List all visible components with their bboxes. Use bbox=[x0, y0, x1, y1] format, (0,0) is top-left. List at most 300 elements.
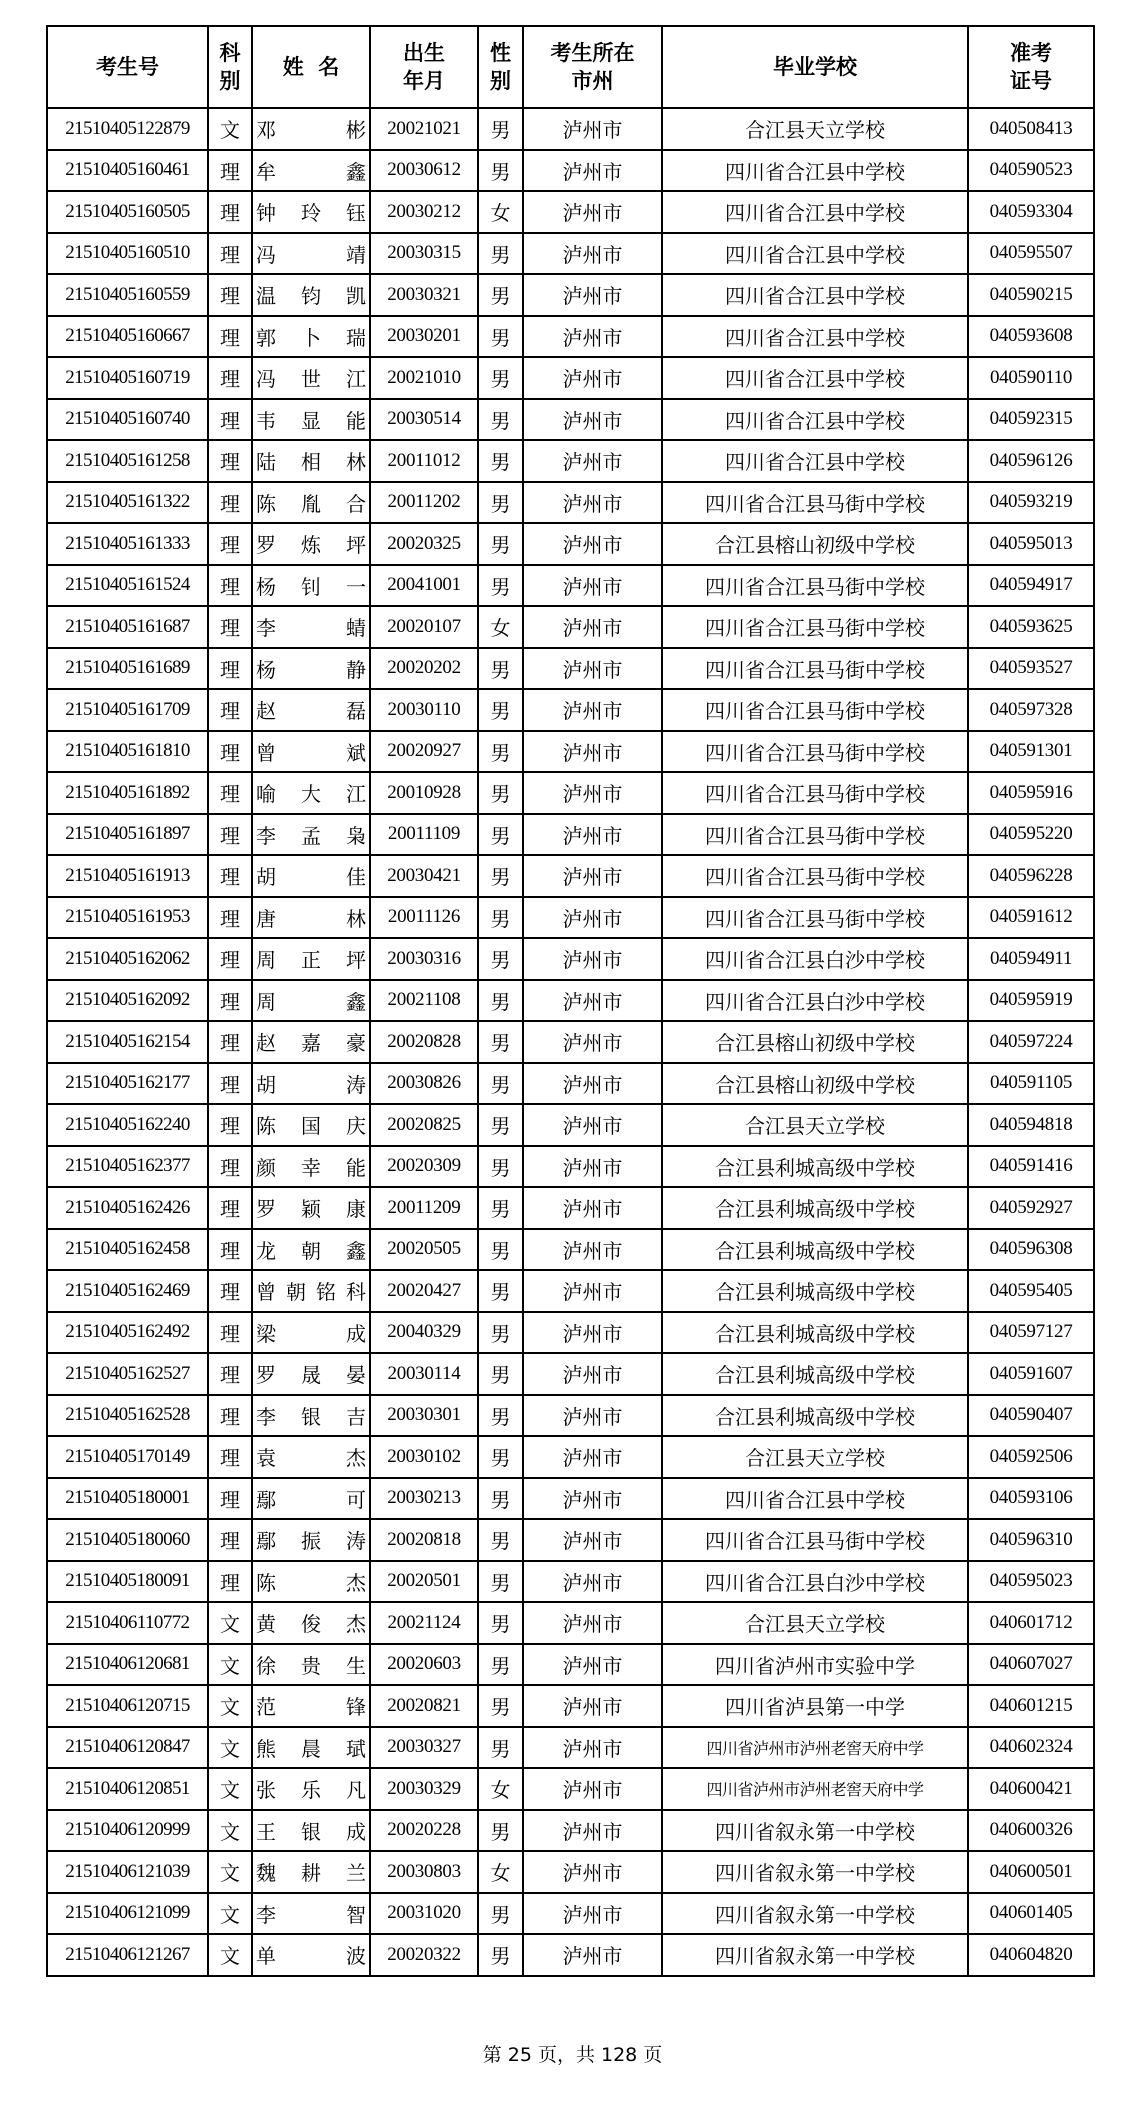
gender-cell: 男 bbox=[478, 274, 523, 316]
name-cell bbox=[252, 606, 370, 648]
name-text: 李蜻 bbox=[256, 618, 366, 641]
name-text: 牟鑫 bbox=[256, 161, 366, 184]
table-row bbox=[47, 108, 1094, 150]
ticket-cell: 040593608 bbox=[968, 316, 1094, 358]
admission-list-table bbox=[46, 25, 1095, 1977]
city-cell: 泸州市 bbox=[523, 1934, 662, 1976]
school-cell: 四川省合江县中学校 bbox=[662, 399, 968, 441]
ticket-cell: 040596228 bbox=[968, 855, 1094, 897]
table-row bbox=[47, 1934, 1094, 1976]
subject-cell: 理 bbox=[208, 565, 252, 607]
city-cell: 泸州市 bbox=[523, 897, 662, 939]
table-row bbox=[47, 606, 1094, 648]
subject-cell: 理 bbox=[208, 855, 252, 897]
birth-cell: 20020501 bbox=[370, 1561, 478, 1603]
name-text: 胡佳 bbox=[256, 867, 366, 890]
birth-cell: 20020825 bbox=[370, 1104, 478, 1146]
birth-cell: 20030213 bbox=[370, 1478, 478, 1520]
subject-cell: 文 bbox=[208, 1644, 252, 1686]
school-cell: 四川省叙永第一中学校 bbox=[662, 1934, 968, 1976]
birth-cell: 20030315 bbox=[370, 233, 478, 275]
exam-no-cell: 21510405160559 bbox=[47, 274, 208, 316]
name-text: 熊晨珷 bbox=[256, 1738, 366, 1761]
birth-cell: 20030321 bbox=[370, 274, 478, 316]
name-text: 徐贵生 bbox=[256, 1655, 366, 1678]
ticket-cell: 040600326 bbox=[968, 1810, 1094, 1852]
table-row bbox=[47, 938, 1094, 980]
table-row bbox=[47, 1146, 1094, 1188]
school-cell: 四川省合江县中学校 bbox=[662, 191, 968, 233]
name-cell bbox=[252, 108, 370, 150]
subject-cell: 理 bbox=[208, 1021, 252, 1063]
city-cell: 泸州市 bbox=[523, 1519, 662, 1561]
birth-cell: 20030327 bbox=[370, 1727, 478, 1769]
name-text: 杨钊一 bbox=[256, 576, 366, 599]
subject-cell: 文 bbox=[208, 1934, 252, 1976]
exam-no-cell: 21510405162062 bbox=[47, 938, 208, 980]
gender-cell: 男 bbox=[478, 689, 523, 731]
exam-no-cell: 21510405162426 bbox=[47, 1187, 208, 1229]
name-text: 郭卜瑞 bbox=[256, 327, 366, 350]
birth-cell: 20021021 bbox=[370, 108, 478, 150]
header-birth: 出生年月 bbox=[370, 26, 478, 108]
birth-cell: 20020603 bbox=[370, 1644, 478, 1686]
ticket-cell: 040596310 bbox=[968, 1519, 1094, 1561]
birth-cell: 20020505 bbox=[370, 1229, 478, 1271]
gender-cell: 男 bbox=[478, 1229, 523, 1271]
city-cell: 泸州市 bbox=[523, 274, 662, 316]
school-cell: 四川省合江县马街中学校 bbox=[662, 731, 968, 773]
ticket-cell: 040596126 bbox=[968, 440, 1094, 482]
school-cell: 合江县天立学校 bbox=[662, 1104, 968, 1146]
city-cell: 泸州市 bbox=[523, 1561, 662, 1603]
header-name: 姓 名 bbox=[252, 26, 370, 108]
name-text: 赵嘉豪 bbox=[256, 1033, 366, 1056]
birth-cell: 20011012 bbox=[370, 440, 478, 482]
subject-cell: 理 bbox=[208, 191, 252, 233]
subject-cell: 文 bbox=[208, 1685, 252, 1727]
name-text: 罗晟晏 bbox=[256, 1365, 366, 1388]
exam-no-cell: 21510406120715 bbox=[47, 1685, 208, 1727]
table-row bbox=[47, 648, 1094, 690]
gender-cell: 男 bbox=[478, 1187, 523, 1229]
name-cell bbox=[252, 523, 370, 565]
birth-cell: 20020828 bbox=[370, 1021, 478, 1063]
table-row bbox=[47, 1561, 1094, 1603]
gender-cell: 男 bbox=[478, 1270, 523, 1312]
city-cell: 泸州市 bbox=[523, 1436, 662, 1478]
name-cell bbox=[252, 1187, 370, 1229]
name-text: 范锋 bbox=[256, 1697, 366, 1720]
birth-cell: 20030110 bbox=[370, 689, 478, 731]
exam-no-cell: 21510405161892 bbox=[47, 772, 208, 814]
gender-cell: 男 bbox=[478, 855, 523, 897]
city-cell: 泸州市 bbox=[523, 1104, 662, 1146]
table-row bbox=[47, 689, 1094, 731]
subject-cell: 理 bbox=[208, 731, 252, 773]
exam-no-cell: 21510405162092 bbox=[47, 980, 208, 1022]
birth-cell: 20020821 bbox=[370, 1685, 478, 1727]
city-cell: 泸州市 bbox=[523, 731, 662, 773]
exam-no-cell: 21510406120999 bbox=[47, 1810, 208, 1852]
school-cell: 合江县利城高级中学校 bbox=[662, 1395, 968, 1437]
birth-cell: 20011202 bbox=[370, 482, 478, 524]
birth-cell: 20030212 bbox=[370, 191, 478, 233]
name-cell bbox=[252, 1768, 370, 1810]
city-cell: 泸州市 bbox=[523, 1478, 662, 1520]
gender-cell: 男 bbox=[478, 938, 523, 980]
table-row bbox=[47, 565, 1094, 607]
city-cell: 泸州市 bbox=[523, 1187, 662, 1229]
subject-cell: 理 bbox=[208, 1312, 252, 1354]
exam-no-cell: 21510406121267 bbox=[47, 1934, 208, 1976]
gender-cell: 男 bbox=[478, 980, 523, 1022]
gender-cell: 男 bbox=[478, 648, 523, 690]
subject-cell: 文 bbox=[208, 1768, 252, 1810]
ticket-cell: 040595916 bbox=[968, 772, 1094, 814]
subject-cell: 理 bbox=[208, 440, 252, 482]
subject-cell: 理 bbox=[208, 1436, 252, 1478]
table-row bbox=[47, 357, 1094, 399]
subject-cell: 理 bbox=[208, 1561, 252, 1603]
table-row bbox=[47, 1395, 1094, 1437]
name-cell bbox=[252, 233, 370, 275]
birth-cell: 20020322 bbox=[370, 1934, 478, 1976]
gender-cell: 男 bbox=[478, 482, 523, 524]
table-row bbox=[47, 1063, 1094, 1105]
name-text: 张乐凡 bbox=[256, 1780, 366, 1803]
table-row bbox=[47, 1312, 1094, 1354]
gender-cell: 男 bbox=[478, 1478, 523, 1520]
birth-cell: 20011126 bbox=[370, 897, 478, 939]
ticket-cell: 040591301 bbox=[968, 731, 1094, 773]
school-cell: 四川省泸县第一中学 bbox=[662, 1685, 968, 1727]
gender-cell: 男 bbox=[478, 1063, 523, 1105]
table-row bbox=[47, 233, 1094, 275]
ticket-cell: 040594818 bbox=[968, 1104, 1094, 1146]
city-cell: 泸州市 bbox=[523, 523, 662, 565]
subject-cell: 理 bbox=[208, 150, 252, 192]
ticket-cell: 040593527 bbox=[968, 648, 1094, 690]
table-row bbox=[47, 1021, 1094, 1063]
table-row bbox=[47, 274, 1094, 316]
gender-cell: 男 bbox=[478, 523, 523, 565]
ticket-cell: 040597127 bbox=[968, 1312, 1094, 1354]
city-cell: 泸州市 bbox=[523, 150, 662, 192]
birth-cell: 20031020 bbox=[370, 1893, 478, 1935]
name-text: 龙朝鑫 bbox=[256, 1240, 366, 1263]
birth-cell: 20020309 bbox=[370, 1146, 478, 1188]
name-text: 陈国庆 bbox=[256, 1116, 366, 1139]
gender-cell: 男 bbox=[478, 1353, 523, 1395]
table-row bbox=[47, 316, 1094, 358]
table-row bbox=[47, 150, 1094, 192]
ticket-cell: 040592315 bbox=[968, 399, 1094, 441]
table-row bbox=[47, 1810, 1094, 1852]
name-cell bbox=[252, 1810, 370, 1852]
birth-cell: 20021124 bbox=[370, 1602, 478, 1644]
exam-no-cell: 21510405180001 bbox=[47, 1478, 208, 1520]
table-row bbox=[47, 897, 1094, 939]
name-text: 李银吉 bbox=[256, 1406, 366, 1429]
exam-no-cell: 21510406120681 bbox=[47, 1644, 208, 1686]
school-cell: 合江县榕山初级中学校 bbox=[662, 1021, 968, 1063]
birth-cell: 20030803 bbox=[370, 1851, 478, 1893]
gender-cell: 男 bbox=[478, 565, 523, 607]
name-cell bbox=[252, 855, 370, 897]
table-row bbox=[47, 399, 1094, 441]
name-cell bbox=[252, 980, 370, 1022]
exam-no-cell: 21510405162154 bbox=[47, 1021, 208, 1063]
birth-cell: 20021108 bbox=[370, 980, 478, 1022]
ticket-cell: 040604820 bbox=[968, 1934, 1094, 1976]
subject-cell: 文 bbox=[208, 1602, 252, 1644]
name-cell bbox=[252, 1685, 370, 1727]
exam-no-cell: 21510405161709 bbox=[47, 689, 208, 731]
birth-cell: 20030201 bbox=[370, 316, 478, 358]
table-row bbox=[47, 1519, 1094, 1561]
ticket-cell: 040593625 bbox=[968, 606, 1094, 648]
school-cell: 四川省叙永第一中学校 bbox=[662, 1810, 968, 1852]
school-cell: 合江县榕山初级中学校 bbox=[662, 1063, 968, 1105]
school-cell: 合江县天立学校 bbox=[662, 1436, 968, 1478]
school-cell: 四川省合江县马街中学校 bbox=[662, 897, 968, 939]
city-cell: 泸州市 bbox=[523, 1312, 662, 1354]
name-text: 李孟枭 bbox=[256, 825, 366, 848]
exam-no-cell: 21510406110772 bbox=[47, 1602, 208, 1644]
school-cell: 四川省合江县马街中学校 bbox=[662, 689, 968, 731]
school-cell: 四川省合江县马街中学校 bbox=[662, 606, 968, 648]
ticket-cell: 040590523 bbox=[968, 150, 1094, 192]
city-cell: 泸州市 bbox=[523, 1810, 662, 1852]
subject-cell: 理 bbox=[208, 523, 252, 565]
subject-cell: 理 bbox=[208, 274, 252, 316]
exam-no-cell: 21510405160740 bbox=[47, 399, 208, 441]
birth-cell: 20030329 bbox=[370, 1768, 478, 1810]
school-cell: 四川省叙永第一中学校 bbox=[662, 1851, 968, 1893]
exam-no-cell: 21510405160505 bbox=[47, 191, 208, 233]
city-cell: 泸州市 bbox=[523, 1893, 662, 1935]
table-row bbox=[47, 1436, 1094, 1478]
school-cell: 合江县利城高级中学校 bbox=[662, 1229, 968, 1271]
exam-no-cell: 21510405161913 bbox=[47, 855, 208, 897]
ticket-cell: 040594917 bbox=[968, 565, 1094, 607]
header-exam-no: 考生号 bbox=[47, 26, 208, 108]
exam-no-cell: 21510405160719 bbox=[47, 357, 208, 399]
city-cell: 泸州市 bbox=[523, 980, 662, 1022]
subject-cell: 理 bbox=[208, 1519, 252, 1561]
name-cell bbox=[252, 814, 370, 856]
subject-cell: 文 bbox=[208, 1810, 252, 1852]
name-text: 袁杰 bbox=[256, 1448, 366, 1471]
subject-cell: 理 bbox=[208, 897, 252, 939]
gender-cell: 女 bbox=[478, 1851, 523, 1893]
city-cell: 泸州市 bbox=[523, 399, 662, 441]
subject-cell: 理 bbox=[208, 399, 252, 441]
ticket-cell: 040592506 bbox=[968, 1436, 1094, 1478]
subject-cell: 理 bbox=[208, 1187, 252, 1229]
table-row bbox=[47, 1893, 1094, 1935]
birth-cell: 20011109 bbox=[370, 814, 478, 856]
name-text: 唐林 bbox=[256, 908, 366, 931]
subject-cell: 理 bbox=[208, 772, 252, 814]
school-cell: 合江县利城高级中学校 bbox=[662, 1146, 968, 1188]
table-row bbox=[47, 1187, 1094, 1229]
school-cell: 合江县利城高级中学校 bbox=[662, 1187, 968, 1229]
gender-cell: 男 bbox=[478, 1519, 523, 1561]
header-city: 考生所在市州 bbox=[523, 26, 662, 108]
exam-no-cell: 21510405162492 bbox=[47, 1312, 208, 1354]
ticket-cell: 040602324 bbox=[968, 1727, 1094, 1769]
gender-cell: 男 bbox=[478, 150, 523, 192]
subject-cell: 理 bbox=[208, 689, 252, 731]
exam-no-cell: 21510405161953 bbox=[47, 897, 208, 939]
exam-no-cell: 21510405161689 bbox=[47, 648, 208, 690]
birth-cell: 20011209 bbox=[370, 1187, 478, 1229]
name-cell bbox=[252, 897, 370, 939]
school-cell: 四川省合江县中学校 bbox=[662, 357, 968, 399]
table-row bbox=[47, 1353, 1094, 1395]
gender-cell: 男 bbox=[478, 233, 523, 275]
birth-cell: 20041001 bbox=[370, 565, 478, 607]
gender-cell: 男 bbox=[478, 440, 523, 482]
school-cell: 合江县利城高级中学校 bbox=[662, 1270, 968, 1312]
subject-cell: 理 bbox=[208, 357, 252, 399]
name-cell bbox=[252, 1063, 370, 1105]
city-cell: 泸州市 bbox=[523, 1229, 662, 1271]
exam-no-cell: 21510405161687 bbox=[47, 606, 208, 648]
table-row bbox=[47, 855, 1094, 897]
name-text: 冯靖 bbox=[256, 244, 366, 267]
school-cell: 四川省合江县中学校 bbox=[662, 150, 968, 192]
school-cell: 四川省合江县白沙中学校 bbox=[662, 1561, 968, 1603]
city-cell: 泸州市 bbox=[523, 233, 662, 275]
city-cell: 泸州市 bbox=[523, 482, 662, 524]
school-cell: 四川省合江县马街中学校 bbox=[662, 1519, 968, 1561]
table-row bbox=[47, 1270, 1094, 1312]
name-text: 罗炼坪 bbox=[256, 535, 366, 558]
city-cell: 泸州市 bbox=[523, 855, 662, 897]
table-row bbox=[47, 1685, 1094, 1727]
table-row bbox=[47, 1602, 1094, 1644]
birth-cell: 20030301 bbox=[370, 1395, 478, 1437]
city-cell: 泸州市 bbox=[523, 814, 662, 856]
subject-cell: 理 bbox=[208, 814, 252, 856]
birth-cell: 20030612 bbox=[370, 150, 478, 192]
ticket-cell: 040591416 bbox=[968, 1146, 1094, 1188]
name-cell bbox=[252, 1104, 370, 1146]
school-cell: 四川省合江县马街中学校 bbox=[662, 565, 968, 607]
city-cell: 泸州市 bbox=[523, 1644, 662, 1686]
birth-cell: 20020927 bbox=[370, 731, 478, 773]
gender-cell: 男 bbox=[478, 897, 523, 939]
exam-no-cell: 21510405162377 bbox=[47, 1146, 208, 1188]
subject-cell: 文 bbox=[208, 1851, 252, 1893]
ticket-cell: 040601712 bbox=[968, 1602, 1094, 1644]
exam-no-cell: 21510405180060 bbox=[47, 1519, 208, 1561]
ticket-cell: 040595013 bbox=[968, 523, 1094, 565]
name-cell bbox=[252, 1851, 370, 1893]
gender-cell: 男 bbox=[478, 316, 523, 358]
school-cell: 四川省合江县中学校 bbox=[662, 233, 968, 275]
city-cell: 泸州市 bbox=[523, 316, 662, 358]
ticket-cell: 040595023 bbox=[968, 1561, 1094, 1603]
city-cell: 泸州市 bbox=[523, 1727, 662, 1769]
school-cell: 四川省合江县中学校 bbox=[662, 440, 968, 482]
city-cell: 泸州市 bbox=[523, 108, 662, 150]
exam-no-cell: 21510405162469 bbox=[47, 1270, 208, 1312]
table-row bbox=[47, 1768, 1094, 1810]
name-cell bbox=[252, 1893, 370, 1935]
birth-cell: 20021010 bbox=[370, 357, 478, 399]
exam-no-cell: 21510405161524 bbox=[47, 565, 208, 607]
name-text: 曾朝铭科 bbox=[256, 1282, 366, 1305]
header-gender: 性别 bbox=[478, 26, 523, 108]
birth-cell: 20010928 bbox=[370, 772, 478, 814]
table-row bbox=[47, 1104, 1094, 1146]
name-cell bbox=[252, 316, 370, 358]
ticket-cell: 040595220 bbox=[968, 814, 1094, 856]
exam-no-cell: 21510405122879 bbox=[47, 108, 208, 150]
gender-cell: 男 bbox=[478, 1893, 523, 1935]
city-cell: 泸州市 bbox=[523, 1353, 662, 1395]
city-cell: 泸州市 bbox=[523, 606, 662, 648]
subject-cell: 理 bbox=[208, 606, 252, 648]
table-row bbox=[47, 980, 1094, 1022]
subject-cell: 理 bbox=[208, 1270, 252, 1312]
gender-cell: 男 bbox=[478, 1685, 523, 1727]
exam-no-cell: 21510405162528 bbox=[47, 1395, 208, 1437]
table-header-row bbox=[47, 26, 1094, 108]
ticket-cell: 040596308 bbox=[968, 1229, 1094, 1271]
subject-cell: 理 bbox=[208, 1478, 252, 1520]
city-cell: 泸州市 bbox=[523, 772, 662, 814]
gender-cell: 女 bbox=[478, 606, 523, 648]
gender-cell: 男 bbox=[478, 1021, 523, 1063]
name-cell bbox=[252, 1146, 370, 1188]
school-cell: 四川省合江县中学校 bbox=[662, 316, 968, 358]
school-cell: 四川省泸州市实验中学 bbox=[662, 1644, 968, 1686]
name-cell bbox=[252, 274, 370, 316]
ticket-cell: 040591105 bbox=[968, 1063, 1094, 1105]
city-cell: 泸州市 bbox=[523, 1602, 662, 1644]
header-ticket: 准考证号 bbox=[968, 26, 1094, 108]
subject-cell: 理 bbox=[208, 1063, 252, 1105]
subject-cell: 理 bbox=[208, 1146, 252, 1188]
exam-no-cell: 21510406121039 bbox=[47, 1851, 208, 1893]
city-cell: 泸州市 bbox=[523, 648, 662, 690]
exam-no-cell: 21510405160667 bbox=[47, 316, 208, 358]
name-cell bbox=[252, 1312, 370, 1354]
ticket-cell: 040594911 bbox=[968, 938, 1094, 980]
gender-cell: 男 bbox=[478, 731, 523, 773]
ticket-cell: 040597224 bbox=[968, 1021, 1094, 1063]
school-cell: 四川省合江县白沙中学校 bbox=[662, 938, 968, 980]
exam-no-cell: 21510405161322 bbox=[47, 482, 208, 524]
city-cell: 泸州市 bbox=[523, 440, 662, 482]
name-text: 周鑫 bbox=[256, 991, 366, 1014]
ticket-cell: 040595919 bbox=[968, 980, 1094, 1022]
school-cell: 四川省泸州市泸州老窖天府中学 bbox=[662, 1727, 968, 1769]
subject-cell: 文 bbox=[208, 1893, 252, 1935]
birth-cell: 20020202 bbox=[370, 648, 478, 690]
name-text: 邓彬 bbox=[256, 120, 366, 143]
gender-cell: 男 bbox=[478, 1727, 523, 1769]
name-text: 陈胤合 bbox=[256, 493, 366, 516]
ticket-cell: 040595405 bbox=[968, 1270, 1094, 1312]
ticket-cell: 040600421 bbox=[968, 1768, 1094, 1810]
name-text: 陈杰 bbox=[256, 1572, 366, 1595]
